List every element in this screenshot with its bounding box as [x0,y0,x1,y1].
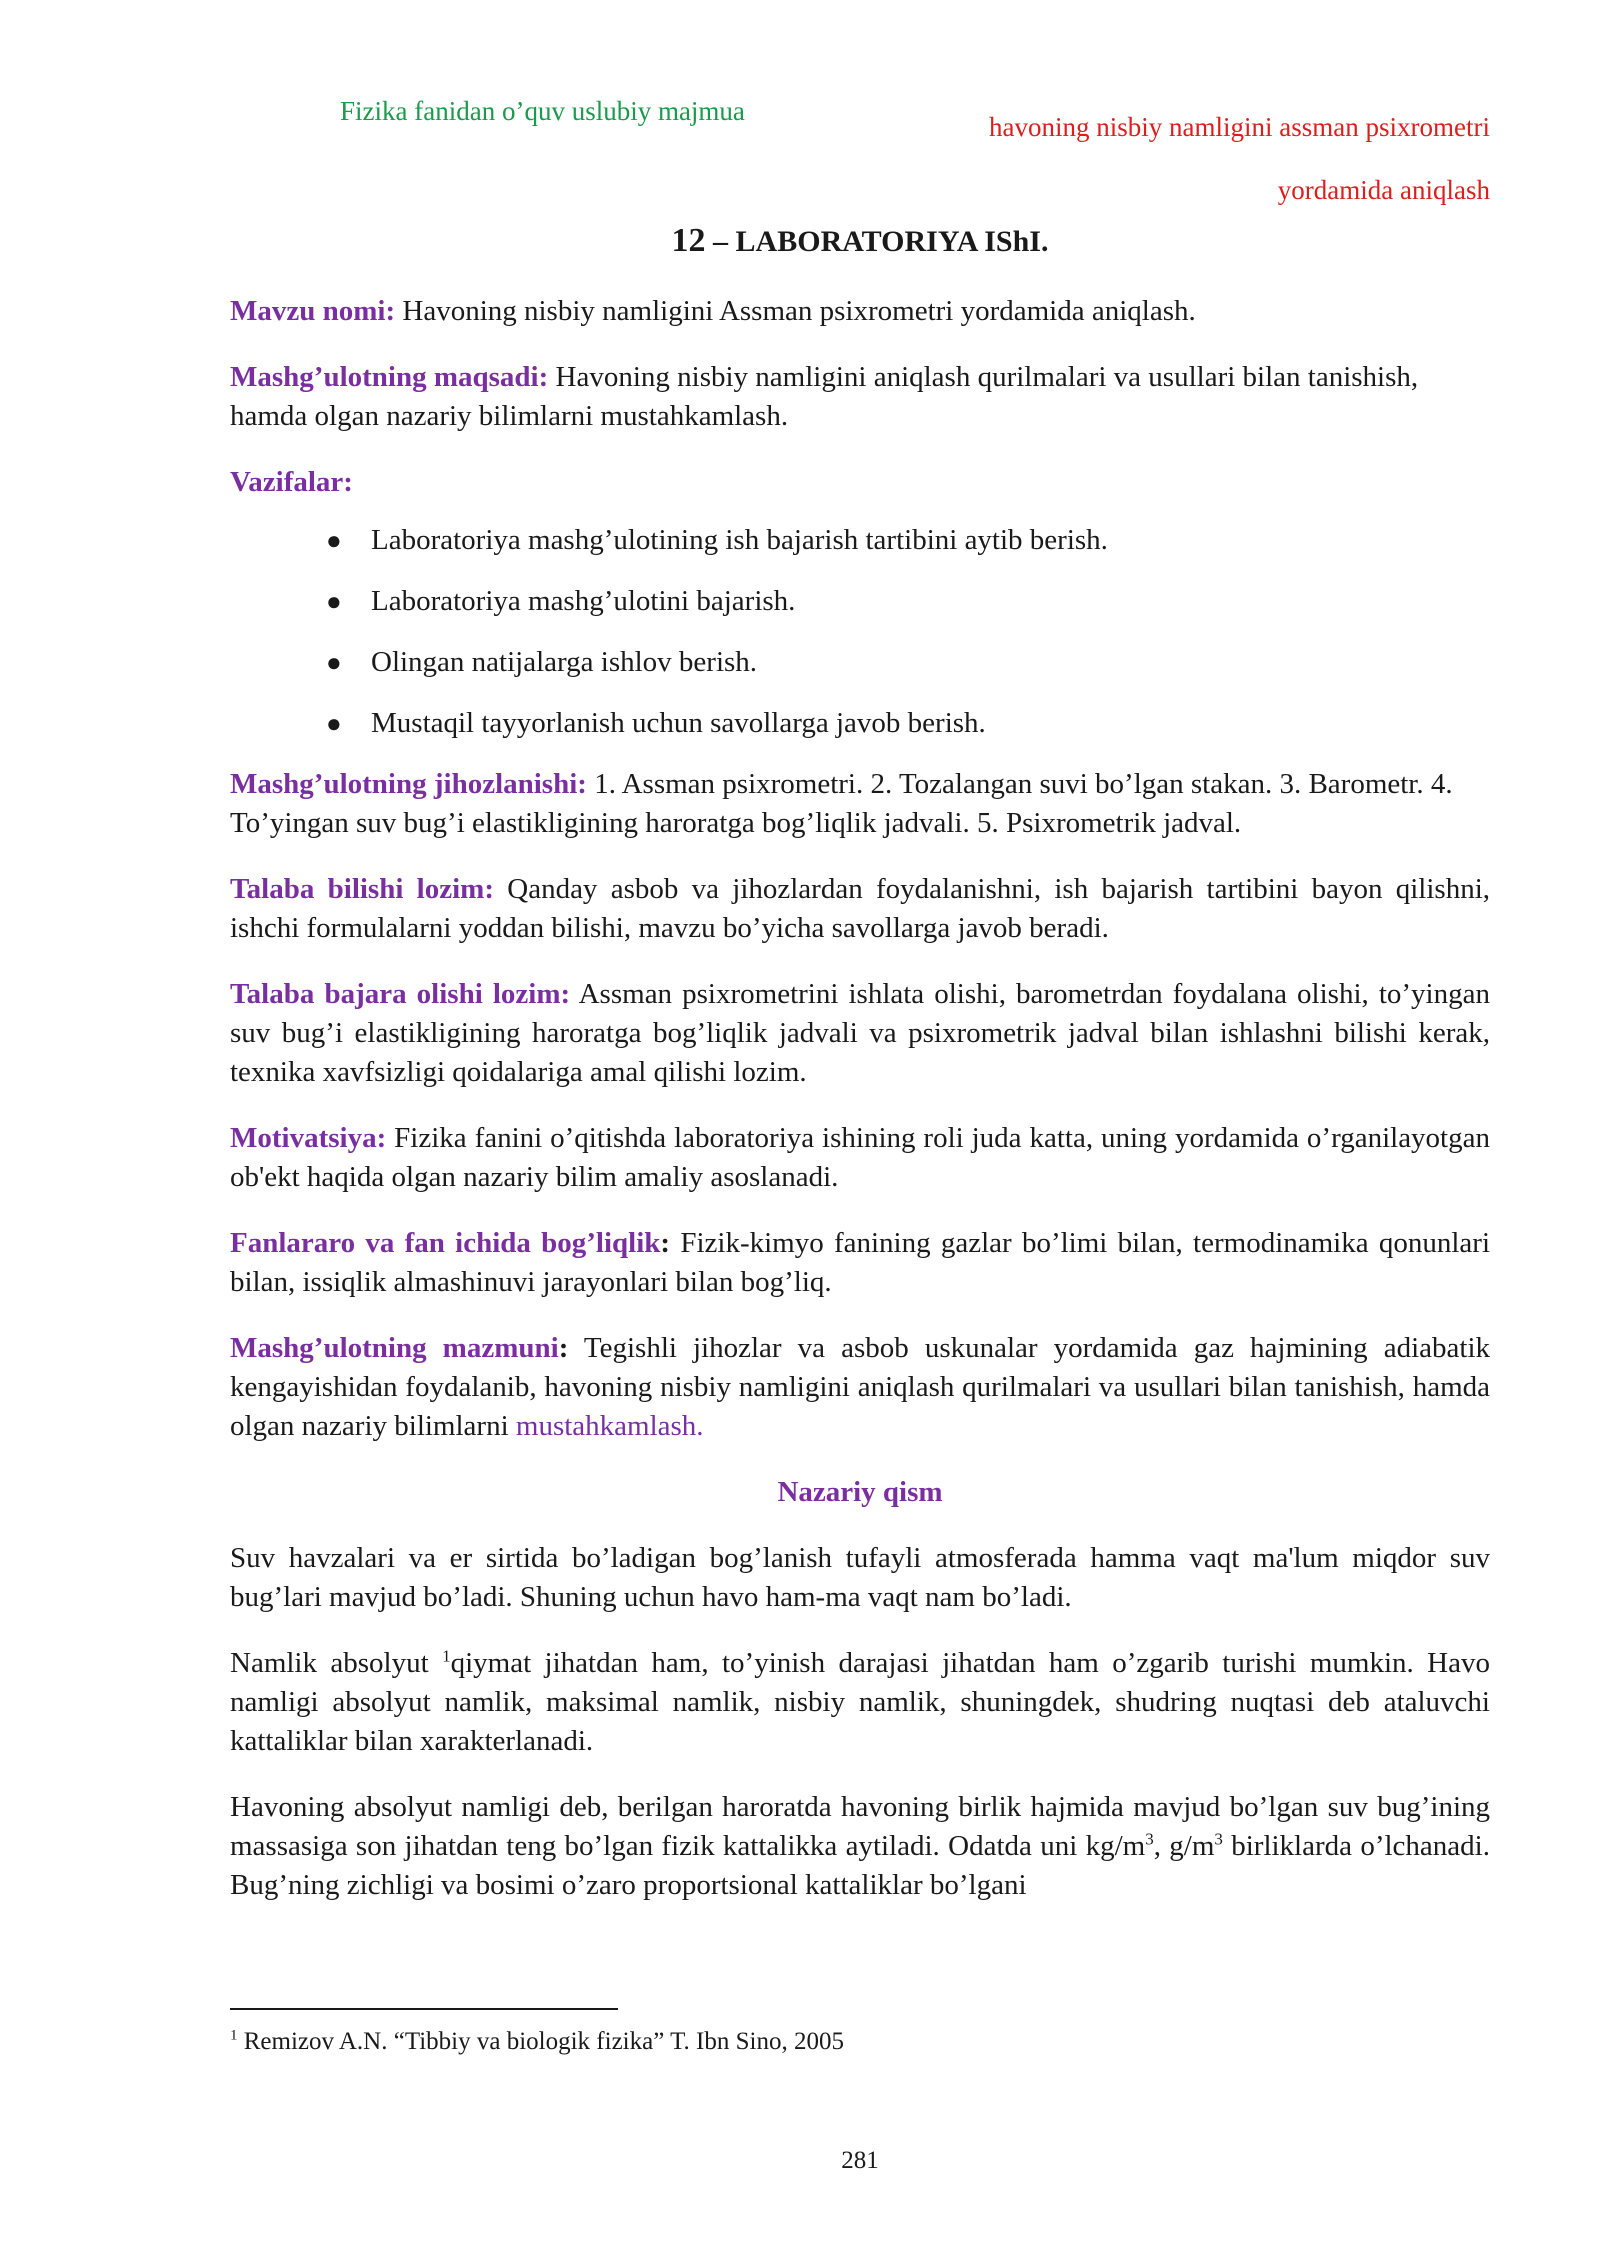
list-item-text: Laboratoriya mashg’ulotining ish bajarish tartibini aytib berish. [371,524,1108,556]
section-text: Havoning nisbiy namligini Assman psixrometri yordamida aniqlash. [395,295,1196,327]
list-item-text: Olingan natijalarga ishlov berish. [371,646,758,678]
list-item [326,704,1490,743]
bullet-icon: ● [326,587,342,616]
section-text: Havoning nisbiy namligini aniqlash qurilmalari va usullari bilan tanishish, hamda olgan nazariy bilimlarni mustahkamlash. [230,361,1419,432]
section-fanlararo [230,1224,1490,1302]
paragraph-text: birliklarda o’lchanadi. Bug’ning zichligi va bosimi o’zaro proportsional kattaliklar bo’lgani [230,1830,1490,1901]
section-maqsad [230,358,1490,436]
paragraph-text: Havoning absolyut namligi deb, berilgan haroratda havoning birlik hajmida mavjud bo’lgan suv bug’ining massasiga son jihatdan teng bo’lgan fizik kattalikka aytiladi. Odatda uni kg/m [230,1791,1490,1862]
running-header-right-line1: havoning nisbiy namligini assman psixrometri [989,112,1490,142]
paragraph [230,1788,1490,1905]
list-item [326,521,1490,560]
running-header-right [989,96,1490,222]
section-text: 1. Assman psixrometri. 2. Tozalangan suvi bo’lgan stakan. 3. Barometr. 4. To’yingan suv bug’i elastikligining haroratga bog’liqlik jadvali. 5. Psixrometrik jadval. [230,768,1453,839]
section-label: Motivatsiya: [230,1122,387,1154]
section-label: Vazifalar: [230,466,353,498]
running-header-right-line2: yordamida aniqlash [1277,175,1490,205]
paragraph [230,1644,1490,1761]
section-text: Tegishli jihozlar va asbob uskunalar yordamida gaz hajmining adiabatik kengayishidan foydalanib, havoning nisbiy namligini aniqlash qurilmalari va usullari bilan tanishish, hamda olgan nazariy bilimlarni [230,1332,1491,1442]
bullet-icon: ● [326,648,342,677]
title-number: 12 [671,222,706,259]
section-colon: : [660,1227,671,1259]
list-item-text: Laboratoriya mashg’ulotini bajarish. [371,585,796,617]
section-label: Mashg’ulotning jihozlanishi: [230,768,587,800]
title-dash: – [705,225,736,258]
section-heading-nazariy: Nazariy qism [777,1476,943,1508]
section-label: Talaba bilishi lozim: [230,873,494,905]
list-item [326,643,1490,682]
section-mavzu [230,292,1490,331]
section-colon: : [558,1332,569,1364]
section-label: Mashg’ulotning mazmuni [230,1332,559,1364]
footnote-separator [230,2008,618,2010]
section-label: Talaba bajara olishi lozim: [230,978,571,1010]
section-motivatsiya [230,1119,1490,1197]
footnote-mark: 1 [230,2027,238,2044]
section-text: Fizika fanini o’qitishda laboratoriya ishining roli juda katta, uning yordamida o’rganilayotgan ob'ekt haqida olgan nazariy bilim amaliy asoslanadi. [230,1122,1490,1193]
superscript: 3 [1214,1829,1223,1849]
section-bajara [230,975,1490,1092]
paragraph-text: qiymat jihatdan ham, to’yinish darajasi jihatdan ham o’zgarib turishi mumkin. Havo namligi absolyut namlik, maksimal namlik, nisbiy namlik, shuningdek, shudring nuqtasi deb ataluvchi kattaliklar bilan xarakterlanadi. [230,1647,1490,1757]
section-mazmuni [230,1329,1490,1446]
section-label: Mashg’ulotning maqsadi: [230,361,549,393]
page-number: 281 [841,2147,879,2174]
section-vazifalar [230,463,1490,502]
bullet-icon: ● [326,526,342,555]
section-jihozlanishi [230,765,1490,843]
paragraph: Suv havzalari va er sirtida bo’ladigan bog’lanish tufayli atmosferada hamma vaqt ma'lum miqdor suv bug’lari mavjud bo’ladi. Shuning uchun havo ham-ma vaqt nam bo’ladi. [230,1542,1490,1613]
footnote-reference: 1 [442,1646,451,1666]
section-label: Fanlararo va fan ichida bog’liqlik [230,1227,661,1259]
bullet-icon: ● [326,709,342,738]
list-item-text: Mustaqil tayyorlanish uchun savollarga javob berish. [371,707,986,739]
paragraph-text: Namlik absolyut [230,1647,443,1679]
footnote-text: Remizov A.N. “Tibbiy va biologik fizika” T. Ibn Sino, 2005 [237,2028,844,2055]
list-item [326,582,1490,621]
paragraph-text: , g/m [1153,1830,1215,1862]
task-list [230,521,1490,743]
document-body [230,292,1490,1932]
running-header-left: Fizika fanidan o’quv uslubiy majmua [340,96,745,126]
title-text: LABORATORIYA IShI. [735,225,1049,258]
section-text: Fizik-kimyo fanining gazlar bo’limi bilan, termodinamika qonunlari bilan, issiqlik almashinuvi jarayonlari bilan bog’liq. [230,1227,1491,1298]
section-label: Mavzu nomi: [230,295,396,327]
section-text-tail: mustahkamlash. [515,1410,704,1442]
section-bilishi [230,870,1490,948]
page-title [0,222,1600,260]
section-text: Assman psixrometrini ishlata olishi, barometrdan foydalana olishi, to’yingan suv bug’i elastikligining haroratga bog’liqlik jadvali va psixrometrik jadval bilan ishlashni bilishi kerak, texnika xavfsizligi qoidalariga amal qilishi lozim. [230,978,1490,1088]
superscript: 3 [1145,1829,1154,1849]
footnote [230,2028,844,2056]
section-text: Qanday asbob va jihozlardan foydalanishni, ish bajarish tartibini bayon qilishni, ishchi formulalarni yoddan bilishi, mavzu bo’yicha savollarga javob beradi. [230,873,1491,944]
